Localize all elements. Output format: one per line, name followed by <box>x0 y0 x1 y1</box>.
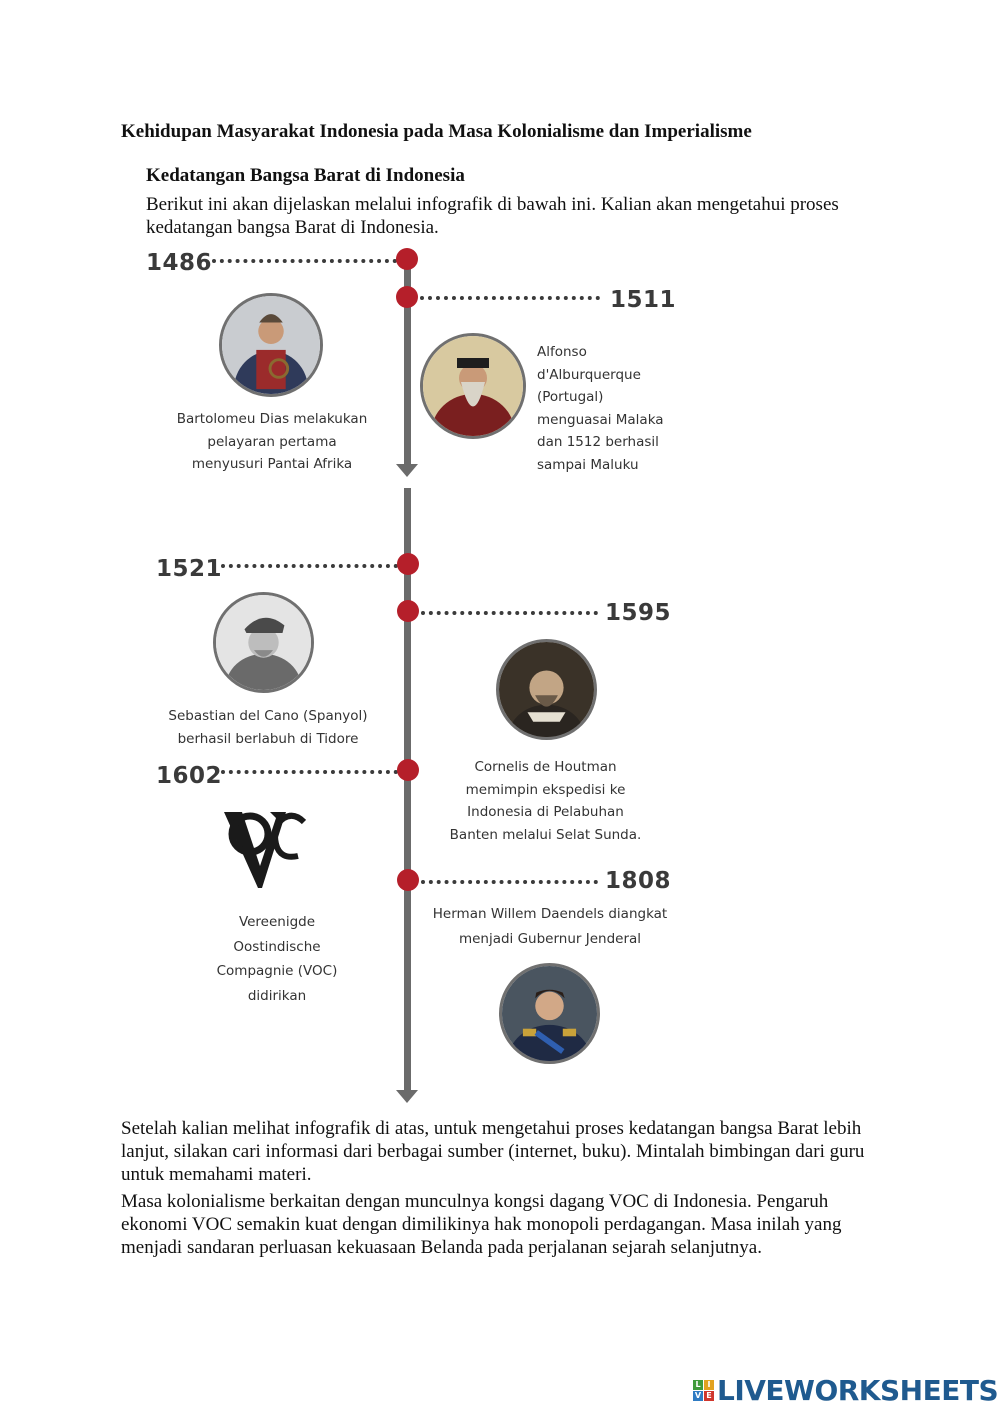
liveworksheets-brand[interactable] <box>693 1372 998 1408</box>
axis-arrow-icon <box>396 1090 418 1103</box>
section-heading: Kedatangan Bangsa Barat di Indonesia <box>146 165 465 186</box>
caption-1808: Herman Willem Daendels diangkat menjadi Gubernur Jenderal <box>432 906 668 947</box>
portrait-image-icon <box>216 595 311 690</box>
intro-paragraph: Berikut ini akan dijelaskan melalui infografik di bawah ini. Kalian akan mengetahui proses kedatangan bangsa Barat di Indonesia. <box>146 194 839 238</box>
portrait-image-icon <box>222 296 320 394</box>
timeline-year-1602: 1602 <box>156 763 223 789</box>
caption-1595: Cornelis de Houtman memimpin ekspedisi ke Indonesia di Pelabuhan Banten melalui Selat Sunda. <box>449 759 642 843</box>
outro-paragraph: Masa kolonialisme berkaitan dengan munculnya kongsi dagang VOC di Indonesia. Pengaruh ekonomi VOC semakin kuat dengan dimilikinya hak monopoli perdagangan. Masa inilah yang menjadi sandaran perluasan kekuasaan Belanda pada perjalanan sejarah selanjutnya. <box>121 1191 842 1258</box>
timeline-node <box>397 553 419 575</box>
portrait-cornelis-de-houtman <box>496 639 597 740</box>
voc-logo-icon <box>220 800 310 892</box>
timeline-connector <box>421 880 598 884</box>
outro-paragraph: Setelah kalian melihat infografik di atas, untuk mengetahui proses kedatangan bangsa Barat lebih lanjut, silakan cari informasi dari berbagai sumber (internet, buku). Mintalah bimbingan dari guru untuk memahami materi. <box>121 1118 865 1185</box>
timeline-node <box>397 600 419 622</box>
timeline-node <box>397 869 419 891</box>
timeline-connector <box>221 564 398 568</box>
logo-letter: I <box>704 1380 714 1390</box>
liveworksheets-logo-icon <box>693 1380 714 1401</box>
portrait-alfonso-dalburquerque <box>420 333 526 439</box>
timeline-axis-segment <box>404 488 411 1093</box>
timeline-connector <box>421 611 598 615</box>
portrait-bartolomeu-dias <box>219 293 323 397</box>
portrait-image-icon <box>502 966 597 1061</box>
logo-letter: V <box>694 1390 702 1400</box>
caption-1602: Vereenigde Oostindische Compagnie (VOC) didirikan <box>216 914 338 1004</box>
portrait-sebastian-del-cano <box>213 592 314 693</box>
caption-1486: Bartolomeu Dias melakukan pelayaran pertama menyusuri Pantai Afrika <box>176 411 368 472</box>
voc-logo <box>220 800 310 892</box>
timeline-year-1595: 1595 <box>605 600 672 626</box>
timeline-year-1521: 1521 <box>156 556 223 582</box>
timeline-node <box>396 286 418 308</box>
caption-1521: Sebastian del Cano (Spanyol) berhasil berlabuh di Tidore <box>168 708 368 747</box>
timeline-connector <box>212 259 397 263</box>
logo-letter: L <box>693 1380 703 1390</box>
timeline-connector <box>420 296 600 300</box>
timeline-node <box>397 759 419 781</box>
timeline-year-1511: 1511 <box>610 287 677 313</box>
timeline-year-1808: 1808 <box>605 868 672 894</box>
logo-letter: E <box>704 1391 714 1401</box>
document-title: Kehidupan Masyarakat Indonesia pada Masa Kolonialisme dan Imperialisme <box>121 121 752 142</box>
timeline-year-1486: 1486 <box>146 250 213 276</box>
axis-arrow-icon <box>396 464 418 477</box>
caption-1511: Alfonso d'Alburquerque (Portugal) menguasai Malaka dan 1512 berhasil sampai Maluku <box>537 344 664 473</box>
timeline-node <box>396 248 418 270</box>
brand-name: LIVEWORKSHEETS <box>717 1373 999 1407</box>
portrait-image-icon <box>499 642 594 737</box>
portrait-herman-willem-daendels <box>499 963 600 1064</box>
timeline-connector <box>221 770 398 774</box>
portrait-image-icon <box>423 336 523 436</box>
